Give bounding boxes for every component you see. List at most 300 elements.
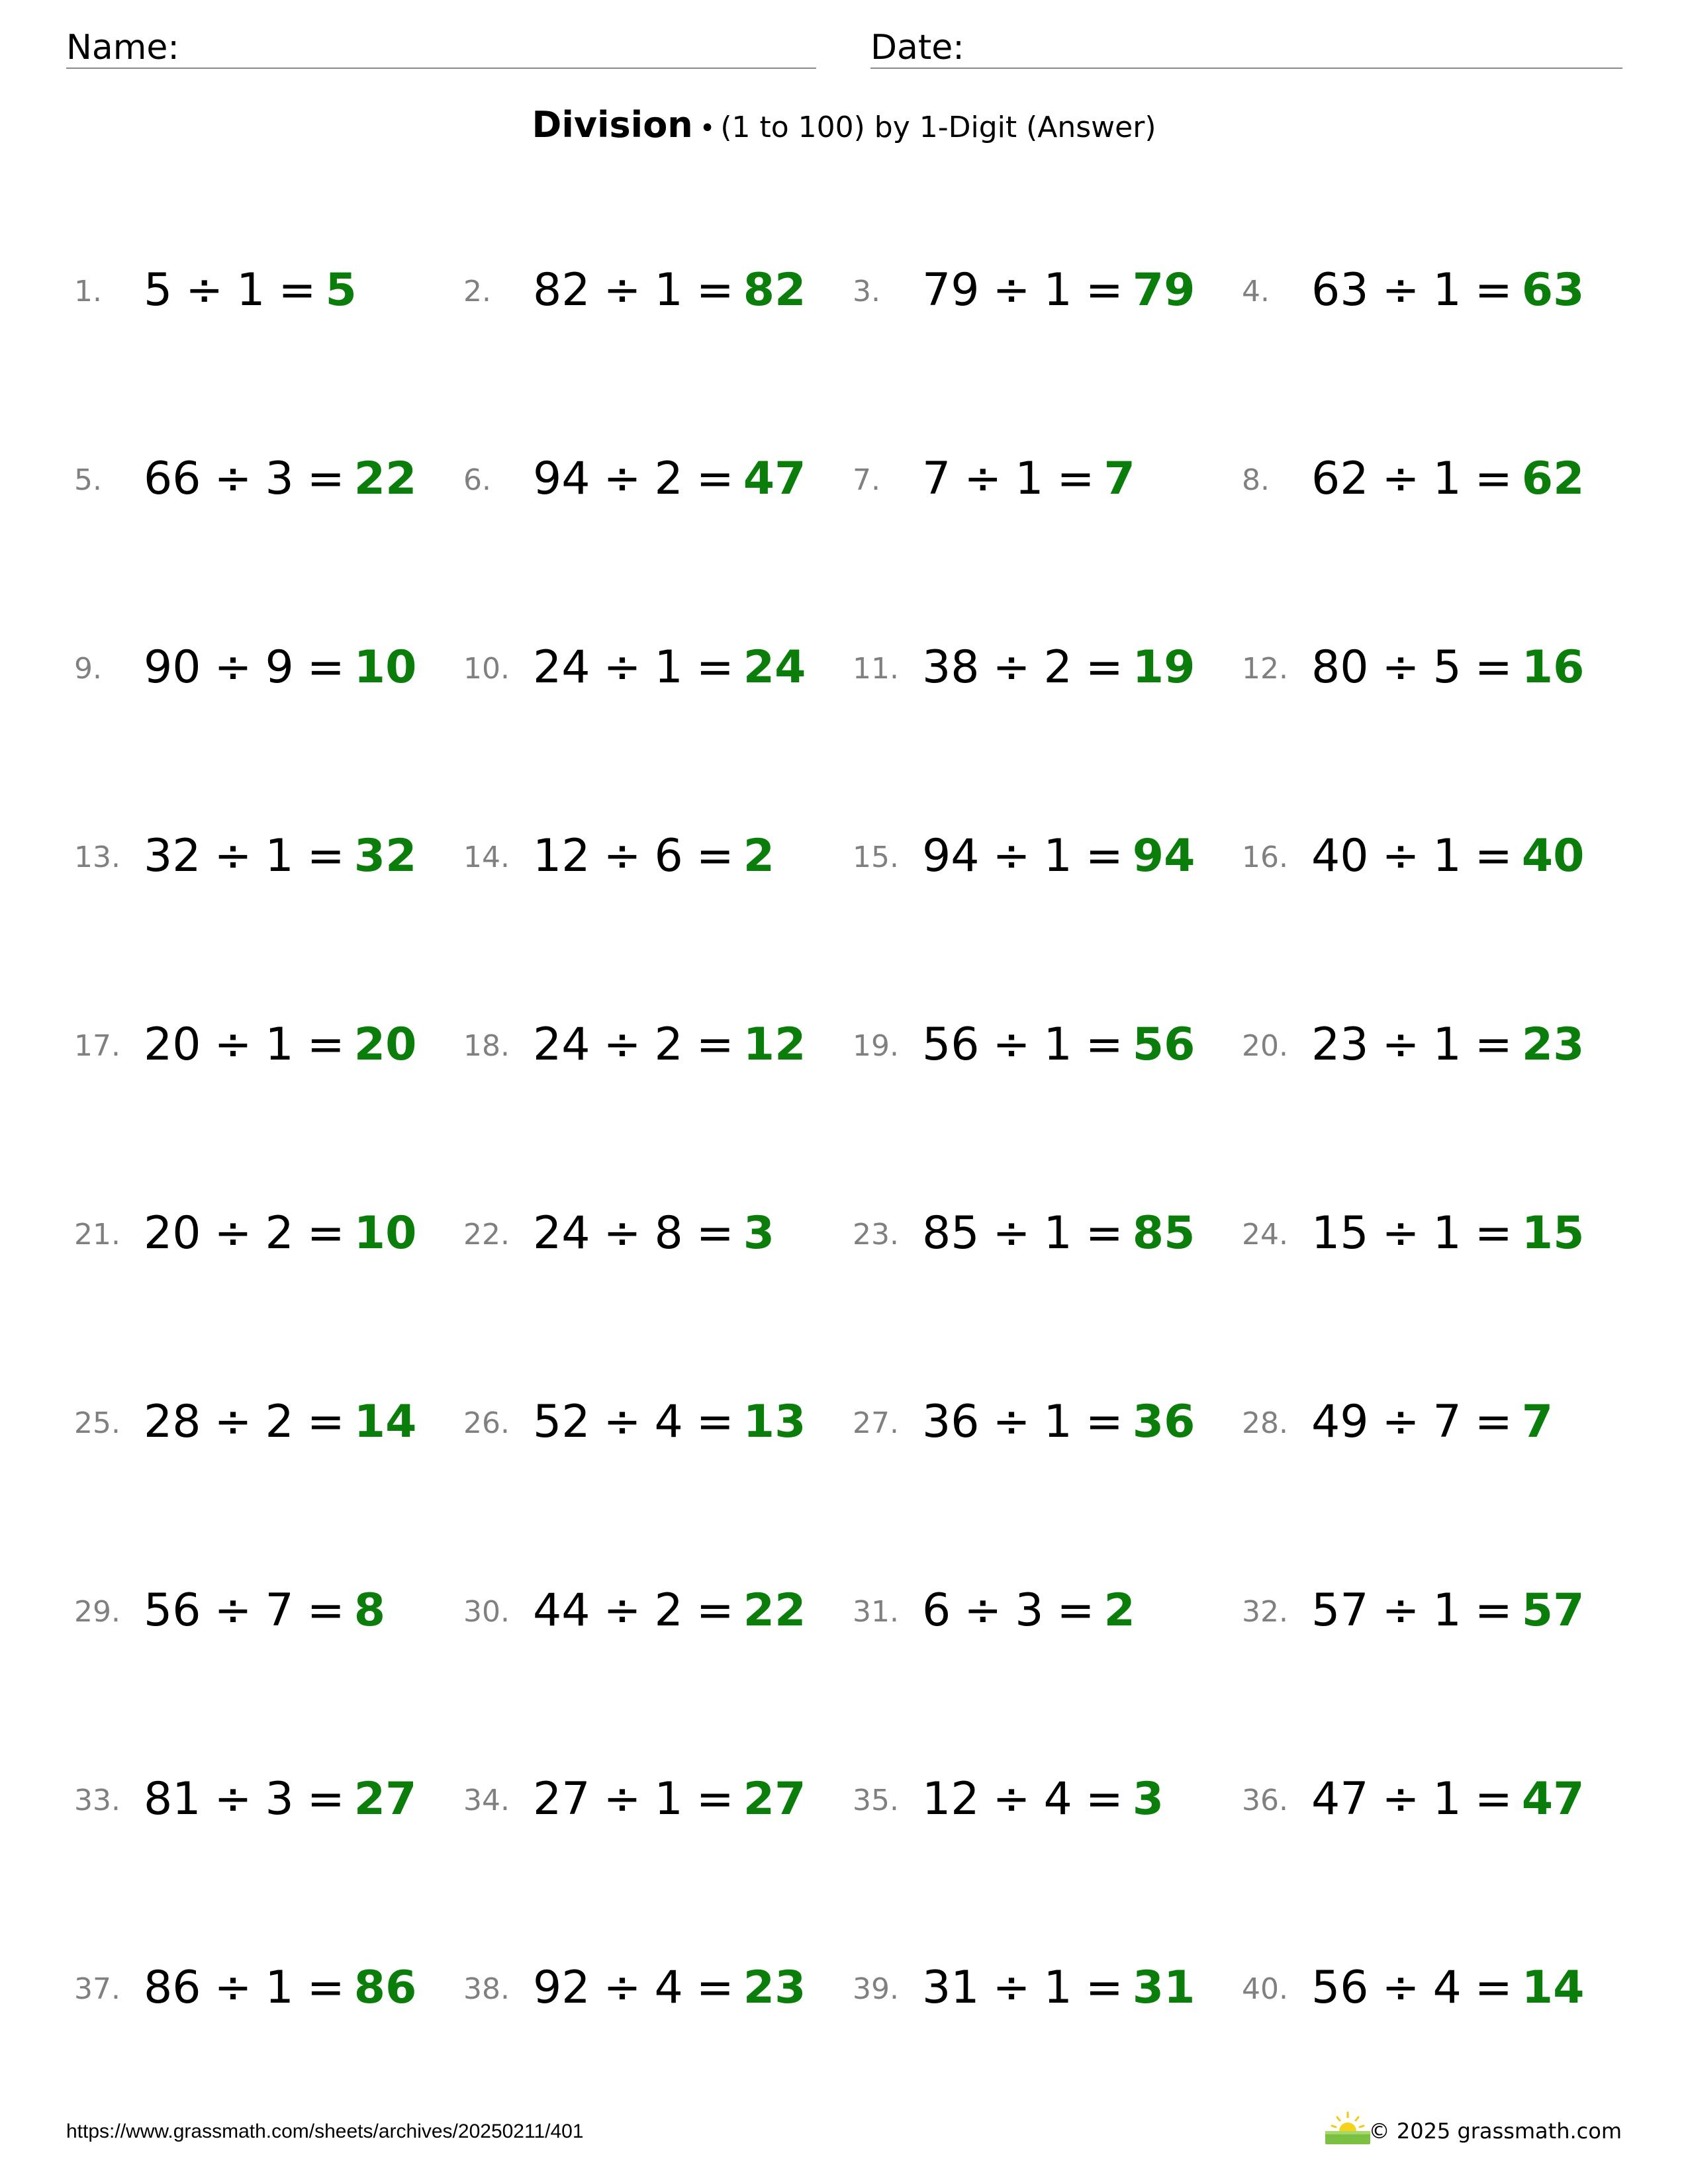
divide-symbol: ÷	[214, 1962, 252, 2014]
problem-item	[455, 625, 845, 814]
answer: 27	[743, 1773, 806, 1825]
problem-number: 2.	[463, 275, 491, 308]
problem-item	[845, 1191, 1234, 1380]
equals-symbol: =	[696, 1019, 734, 1071]
equals-symbol: =	[696, 453, 734, 505]
problem-number: 23.	[853, 1218, 899, 1251]
divide-symbol: ÷	[1382, 453, 1420, 505]
answer: 24	[743, 641, 806, 694]
problem-number: 16.	[1242, 841, 1288, 874]
problem-number: 30.	[463, 1595, 510, 1629]
answer: 23	[1521, 1019, 1585, 1071]
problem-number: 40.	[1242, 1972, 1288, 2006]
title-bullet: •	[699, 113, 716, 144]
answer: 19	[1132, 641, 1196, 694]
dividend: 27	[533, 1773, 590, 1825]
problem-item	[455, 814, 845, 1003]
dividend: 12	[533, 830, 590, 882]
divisor: 1	[654, 264, 683, 316]
divisor: 1	[1043, 830, 1072, 882]
divisor: 3	[265, 1773, 294, 1825]
dividend: 36	[922, 1396, 980, 1448]
equals-symbol: =	[306, 453, 345, 505]
equals-symbol: =	[696, 830, 734, 882]
problem-item	[1234, 1003, 1623, 1191]
answer: 22	[353, 453, 417, 505]
equals-symbol: =	[1474, 453, 1513, 505]
dividend: 86	[144, 1962, 201, 2014]
problem-item	[1234, 1757, 1623, 1946]
dividend: 63	[1311, 264, 1369, 316]
equals-symbol: =	[1085, 1962, 1123, 2014]
dividend: 92	[533, 1962, 590, 2014]
problem-number: 8.	[1242, 463, 1270, 497]
divisor: 1	[236, 264, 265, 316]
problem-expression	[1311, 1207, 1585, 1259]
problem-number: 39.	[853, 1972, 899, 2006]
problem-item	[845, 814, 1234, 1003]
problem-number: 9.	[74, 652, 102, 686]
problem-item	[1234, 1946, 1623, 2134]
divide-symbol: ÷	[1382, 830, 1420, 882]
problem-item	[1234, 1191, 1623, 1380]
date-label: Date:	[870, 28, 964, 68]
equals-symbol: =	[1085, 1207, 1123, 1259]
problem-item	[66, 814, 455, 1003]
dividend: 23	[1311, 1019, 1369, 1071]
answer: 7	[1521, 1396, 1554, 1448]
answer: 63	[1521, 264, 1585, 316]
problem-number: 27.	[853, 1406, 899, 1440]
equals-symbol: =	[1056, 1584, 1095, 1637]
dividend: 56	[922, 1019, 980, 1071]
divide-symbol: ÷	[992, 1019, 1031, 1071]
problem-item	[455, 437, 845, 625]
answer: 94	[1132, 830, 1196, 882]
problem-item	[66, 248, 455, 437]
equals-symbol: =	[1085, 641, 1123, 694]
divisor: 1	[1432, 1773, 1462, 1825]
problem-number: 17.	[74, 1029, 120, 1063]
problem-item	[845, 1569, 1234, 1757]
problem-number: 3.	[853, 275, 880, 308]
equals-symbol: =	[278, 264, 316, 316]
answer: 62	[1521, 453, 1585, 505]
problem-number: 12.	[1242, 652, 1288, 686]
problem-expression	[144, 264, 357, 316]
divisor: 2	[654, 1019, 683, 1071]
divide-symbol: ÷	[992, 1773, 1031, 1825]
problem-expression	[533, 1019, 806, 1071]
problem-expression	[533, 641, 806, 694]
equals-symbol: =	[696, 1584, 734, 1637]
problem-expression	[922, 453, 1135, 505]
divide-symbol: ÷	[992, 1396, 1031, 1448]
dividend: 57	[1311, 1584, 1369, 1637]
dividend: 52	[533, 1396, 590, 1448]
problem-number: 7.	[853, 463, 880, 497]
problem-expression	[922, 1773, 1164, 1825]
problem-expression	[144, 1584, 386, 1637]
answer: 12	[743, 1019, 806, 1071]
answer: 23	[743, 1962, 806, 2014]
divide-symbol: ÷	[185, 264, 224, 316]
divide-symbol: ÷	[992, 830, 1031, 882]
dividend: 85	[922, 1207, 980, 1259]
problem-number: 22.	[463, 1218, 510, 1251]
problem-number: 28.	[1242, 1406, 1288, 1440]
problem-number: 10.	[463, 652, 510, 686]
problem-grid	[66, 248, 1628, 2134]
answer: 14	[353, 1396, 417, 1448]
problem-expression	[144, 1773, 417, 1825]
problem-item	[1234, 437, 1623, 625]
equals-symbol: =	[696, 1962, 734, 2014]
problem-item	[455, 1380, 845, 1569]
divide-symbol: ÷	[603, 830, 641, 882]
problem-number: 6.	[463, 463, 491, 497]
divide-symbol: ÷	[992, 641, 1031, 694]
dividend: 82	[533, 264, 590, 316]
answer: 16	[1521, 641, 1585, 694]
divisor: 1	[1043, 264, 1072, 316]
answer: 40	[1521, 830, 1585, 882]
dividend: 79	[922, 264, 980, 316]
title-main: Division	[532, 104, 693, 146]
problem-expression	[144, 1962, 417, 2014]
problem-item	[66, 1380, 455, 1569]
equals-symbol: =	[1474, 641, 1513, 694]
problem-expression	[144, 830, 417, 882]
answer: 85	[1132, 1207, 1196, 1259]
dividend: 94	[533, 453, 590, 505]
problem-item	[66, 1003, 455, 1191]
divisor: 1	[1043, 1207, 1072, 1259]
dividend: 80	[1311, 641, 1369, 694]
divide-symbol: ÷	[1382, 1962, 1420, 2014]
equals-symbol: =	[306, 1773, 345, 1825]
equals-symbol: =	[1056, 453, 1095, 505]
dividend: 12	[922, 1773, 980, 1825]
dividend: 15	[1311, 1207, 1369, 1259]
problem-item	[455, 1569, 845, 1757]
divide-symbol: ÷	[214, 453, 252, 505]
problem-number: 4.	[1242, 275, 1270, 308]
problem-number: 21.	[74, 1218, 120, 1251]
problem-item	[1234, 625, 1623, 814]
equals-symbol: =	[1474, 830, 1513, 882]
equals-symbol: =	[696, 1207, 734, 1259]
equals-symbol: =	[696, 641, 734, 694]
divisor: 1	[1043, 1019, 1072, 1071]
dividend: 31	[922, 1962, 980, 2014]
problem-number: 14.	[463, 841, 510, 874]
answer: 7	[1103, 453, 1135, 505]
divisor: 1	[1043, 1396, 1072, 1448]
dividend: 56	[144, 1584, 201, 1637]
problem-expression	[533, 1207, 775, 1259]
answer: 82	[743, 264, 806, 316]
divide-symbol: ÷	[214, 1584, 252, 1637]
divide-symbol: ÷	[214, 1773, 252, 1825]
problem-item	[455, 1003, 845, 1191]
problem-expression	[533, 1773, 806, 1825]
dividend: 20	[144, 1207, 201, 1259]
divide-symbol: ÷	[1382, 1773, 1420, 1825]
footer-copyright: © 2025 grassmath.com	[1368, 2118, 1622, 2144]
problem-expression	[922, 641, 1196, 694]
problem-number: 15.	[853, 841, 899, 874]
divide-symbol: ÷	[992, 1962, 1031, 2014]
problem-number: 37.	[74, 1972, 120, 2006]
answer: 10	[353, 1207, 417, 1259]
problem-item	[845, 1757, 1234, 1946]
problem-expression	[144, 1396, 417, 1448]
problem-number: 24.	[1242, 1218, 1288, 1251]
dividend: 5	[144, 264, 173, 316]
problem-item	[845, 248, 1234, 437]
problem-number: 31.	[853, 1595, 899, 1629]
problem-item	[66, 625, 455, 814]
divisor: 5	[1432, 641, 1462, 694]
problem-expression	[922, 264, 1196, 316]
problem-item	[1234, 814, 1623, 1003]
answer: 8	[353, 1584, 386, 1637]
equals-symbol: =	[696, 1773, 734, 1825]
dividend: 49	[1311, 1396, 1369, 1448]
problem-item	[845, 625, 1234, 814]
divide-symbol: ÷	[964, 453, 1002, 505]
answer: 36	[1132, 1396, 1196, 1448]
dividend: 6	[922, 1584, 951, 1637]
divisor: 2	[654, 1584, 683, 1637]
divisor: 1	[1432, 1019, 1462, 1071]
problem-number: 29.	[74, 1595, 120, 1629]
divide-symbol: ÷	[992, 1207, 1031, 1259]
divide-symbol: ÷	[603, 1773, 641, 1825]
problem-item	[66, 1569, 455, 1757]
problem-item	[1234, 248, 1623, 437]
problem-item	[66, 1946, 455, 2134]
divide-symbol: ÷	[1382, 1584, 1420, 1637]
problem-expression	[922, 1019, 1196, 1071]
problem-expression	[533, 1584, 806, 1637]
problem-number: 36.	[1242, 1784, 1288, 1817]
problem-expression	[1311, 1773, 1585, 1825]
name-field[interactable]	[66, 20, 816, 69]
problem-number: 1.	[74, 275, 102, 308]
answer: 56	[1132, 1019, 1196, 1071]
divide-symbol: ÷	[214, 641, 252, 694]
dividend: 56	[1311, 1962, 1369, 2014]
divisor: 1	[1432, 1584, 1462, 1637]
divide-symbol: ÷	[214, 1396, 252, 1448]
problem-number: 38.	[463, 1972, 510, 2006]
grass-sun-logo-icon	[1323, 2111, 1373, 2146]
problem-item	[1234, 1569, 1623, 1757]
dividend: 7	[922, 453, 951, 505]
divisor: 1	[265, 1962, 294, 2014]
problem-item	[845, 1946, 1234, 2134]
problem-expression	[1311, 1019, 1585, 1071]
answer: 31	[1132, 1962, 1196, 2014]
divide-symbol: ÷	[603, 641, 641, 694]
problem-expression	[922, 1584, 1135, 1637]
answer: 13	[743, 1396, 806, 1448]
problem-expression	[1311, 1962, 1585, 2014]
dividend: 40	[1311, 830, 1369, 882]
equals-symbol: =	[1474, 1584, 1513, 1637]
divide-symbol: ÷	[603, 1584, 641, 1637]
equals-symbol: =	[306, 1584, 345, 1637]
divisor: 7	[1432, 1396, 1462, 1448]
dividend: 66	[144, 453, 201, 505]
divide-symbol: ÷	[1382, 1396, 1420, 1448]
divisor: 1	[265, 1019, 294, 1071]
divide-symbol: ÷	[1382, 264, 1420, 316]
answer: 14	[1521, 1962, 1585, 2014]
divide-symbol: ÷	[603, 1396, 641, 1448]
answer: 3	[743, 1207, 775, 1259]
divisor: 1	[654, 1773, 683, 1825]
divisor: 2	[265, 1207, 294, 1259]
divisor: 1	[1015, 453, 1044, 505]
answer: 2	[743, 830, 775, 882]
problem-number: 26.	[463, 1406, 510, 1440]
dividend: 44	[533, 1584, 590, 1637]
equals-symbol: =	[696, 264, 734, 316]
divisor: 1	[1432, 830, 1462, 882]
divisor: 4	[654, 1962, 683, 2014]
divisor: 1	[1043, 1962, 1072, 2014]
problem-number: 19.	[853, 1029, 899, 1063]
divide-symbol: ÷	[214, 1019, 252, 1071]
equals-symbol: =	[1474, 1207, 1513, 1259]
problem-number: 32.	[1242, 1595, 1288, 1629]
problem-expression	[533, 1396, 806, 1448]
equals-symbol: =	[1085, 1773, 1123, 1825]
problem-item	[1234, 1380, 1623, 1569]
date-field[interactable]	[870, 20, 1622, 69]
answer: 3	[1132, 1773, 1164, 1825]
answer: 27	[353, 1773, 417, 1825]
dividend: 24	[533, 1207, 590, 1259]
equals-symbol: =	[306, 1962, 345, 2014]
divide-symbol: ÷	[214, 1207, 252, 1259]
problem-number: 11.	[853, 652, 899, 686]
answer: 32	[353, 830, 417, 882]
dividend: 24	[533, 641, 590, 694]
answer: 5	[325, 264, 357, 316]
dividend: 94	[922, 830, 980, 882]
problem-item	[455, 1191, 845, 1380]
problem-number: 20.	[1242, 1029, 1288, 1063]
problem-expression	[1311, 830, 1585, 882]
answer: 79	[1132, 264, 1196, 316]
dividend: 38	[922, 641, 980, 694]
equals-symbol: =	[306, 1019, 345, 1071]
equals-symbol: =	[1474, 1019, 1513, 1071]
divisor: 4	[1432, 1962, 1462, 2014]
problem-expression	[922, 1207, 1196, 1259]
title-subtitle: (1 to 100) by 1-Digit (Answer)	[720, 111, 1156, 144]
equals-symbol: =	[1474, 1962, 1513, 2014]
divisor: 8	[654, 1207, 683, 1259]
problem-item	[845, 437, 1234, 625]
divide-symbol: ÷	[603, 1019, 641, 1071]
equals-symbol: =	[1085, 264, 1123, 316]
divisor: 1	[1432, 264, 1462, 316]
dividend: 90	[144, 641, 201, 694]
divide-symbol: ÷	[603, 1962, 641, 2014]
problem-expression	[922, 1962, 1196, 2014]
equals-symbol: =	[696, 1396, 734, 1448]
answer: 57	[1521, 1584, 1585, 1637]
answer: 15	[1521, 1207, 1585, 1259]
divide-symbol: ÷	[603, 264, 641, 316]
divisor: 4	[1043, 1773, 1072, 1825]
problem-expression	[533, 453, 806, 505]
equals-symbol: =	[1474, 1396, 1513, 1448]
divisor: 9	[265, 641, 294, 694]
equals-symbol: =	[1474, 264, 1513, 316]
divisor: 2	[1043, 641, 1072, 694]
divisor: 6	[654, 830, 683, 882]
problem-expression	[533, 1962, 806, 2014]
divide-symbol: ÷	[1382, 1207, 1420, 1259]
problem-item	[66, 1191, 455, 1380]
equals-symbol: =	[1085, 1019, 1123, 1071]
problem-expression	[533, 830, 775, 882]
divisor: 2	[265, 1396, 294, 1448]
equals-symbol: =	[306, 1207, 345, 1259]
name-label: Name:	[66, 28, 179, 68]
problem-number: 35.	[853, 1784, 899, 1817]
divisor: 1	[265, 830, 294, 882]
problem-item	[455, 1757, 845, 1946]
equals-symbol: =	[1085, 1396, 1123, 1448]
answer: 86	[353, 1962, 417, 2014]
divisor: 3	[1015, 1584, 1044, 1637]
problem-number: 13.	[74, 841, 120, 874]
answer: 10	[353, 641, 417, 694]
footer-url[interactable]: https://www.grassmath.com/sheets/archives/20250211/401	[66, 2120, 584, 2142]
problem-number: 5.	[74, 463, 102, 497]
dividend: 47	[1311, 1773, 1369, 1825]
problem-expression	[922, 1396, 1196, 1448]
problem-item	[455, 248, 845, 437]
problem-expression	[1311, 1584, 1585, 1637]
problem-item	[845, 1003, 1234, 1191]
divide-symbol: ÷	[603, 1207, 641, 1259]
divide-symbol: ÷	[214, 830, 252, 882]
problem-expression	[1311, 641, 1585, 694]
dividend: 32	[144, 830, 201, 882]
problem-number: 25.	[74, 1406, 120, 1440]
equals-symbol: =	[1474, 1773, 1513, 1825]
problem-expression	[144, 453, 417, 505]
dividend: 81	[144, 1773, 201, 1825]
answer: 47	[1521, 1773, 1585, 1825]
divide-symbol: ÷	[1382, 1019, 1420, 1071]
problem-expression	[1311, 1396, 1554, 1448]
divisor: 1	[1432, 1207, 1462, 1259]
problem-expression	[144, 1019, 417, 1071]
problem-expression	[922, 830, 1196, 882]
divide-symbol: ÷	[603, 453, 641, 505]
problem-item	[845, 1380, 1234, 1569]
dividend: 24	[533, 1019, 590, 1071]
